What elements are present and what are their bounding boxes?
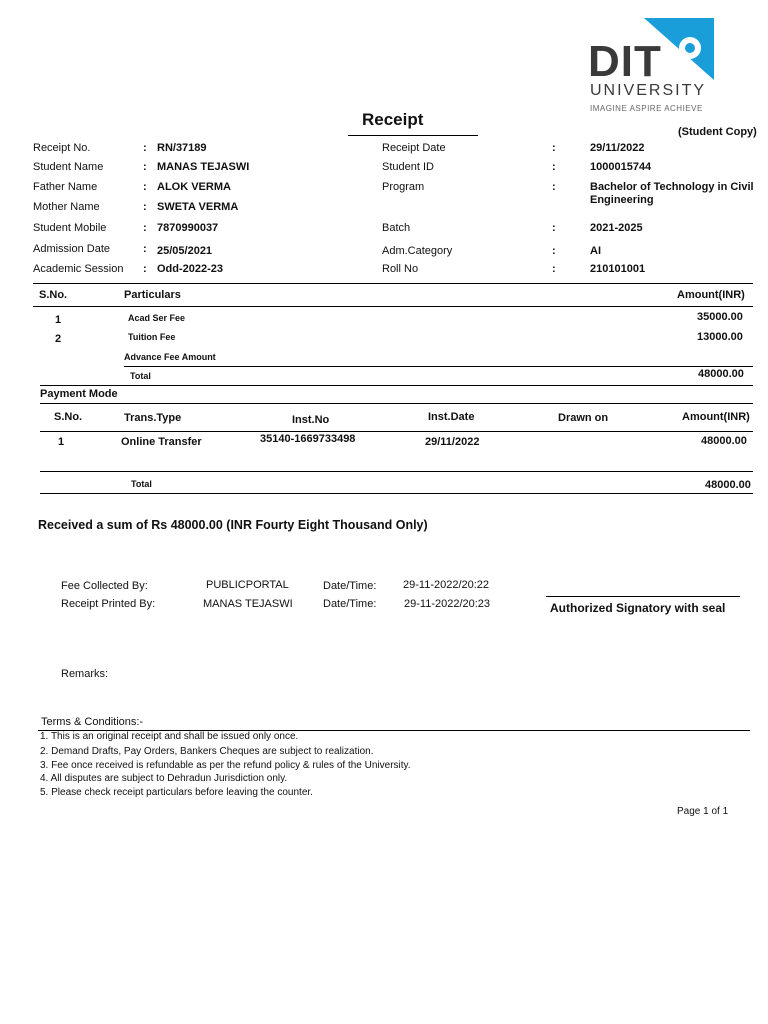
colon: : <box>143 142 147 154</box>
fee-total-label: Total <box>130 371 151 381</box>
printed-datetime-value: 29-11-2022/20:23 <box>404 598 491 610</box>
admission-date-label: Admission Date <box>33 243 111 255</box>
university-logo <box>588 18 718 118</box>
payment-row-amount: 48000.00 <box>701 435 747 447</box>
mother-name-label: Mother Name <box>33 201 100 213</box>
receipt-printed-value: MANAS TEJASWI <box>203 598 293 610</box>
mother-name-value: SWETA VERMA <box>157 201 239 213</box>
payment-total-bottom-rule <box>40 493 753 494</box>
receipt-no-value: RN/37189 <box>157 142 207 154</box>
roll-no-value: 210101001 <box>590 263 646 275</box>
fee-row-particular: Tuition Fee <box>128 332 176 342</box>
adm-category-label: Adm.Category <box>382 245 453 257</box>
payment-header-inst-no: Inst.No <box>292 414 330 426</box>
admission-date-value: 25/05/2021 <box>157 245 213 257</box>
page-number: Page 1 of 1 <box>677 806 729 817</box>
payment-row-sno: 1 <box>58 436 65 448</box>
payment-header-rule <box>40 431 753 432</box>
fee-header-rule <box>33 306 753 307</box>
payment-mode-title: Payment Mode <box>40 388 118 400</box>
fee-collected-value: PUBLICPORTAL <box>206 579 289 591</box>
colon: : <box>552 222 556 234</box>
receipt-printed-label: Receipt Printed By: <box>61 598 156 610</box>
student-name-label: Student Name <box>33 161 104 173</box>
student-mobile-value: 7870990037 <box>157 222 219 234</box>
collected-datetime-value: 29-11-2022/20:22 <box>403 579 490 591</box>
printed-datetime-label: Date/Time: <box>323 598 377 610</box>
remarks-label: Remarks: <box>61 668 109 680</box>
academic-session-value: Odd-2022-23 <box>157 263 224 275</box>
fee-table-bottom-rule <box>40 385 753 386</box>
fee-header-particulars: Particulars <box>124 289 181 301</box>
payment-total-value: 48000.00 <box>705 479 751 491</box>
payment-header-amount: Amount(INR) <box>682 411 750 423</box>
colon: : <box>552 263 556 275</box>
terms-item: 4. All disputes are subject to Dehradun Jurisdiction only. <box>40 773 288 784</box>
student-id-label: Student ID <box>382 161 434 173</box>
payment-total-label: Total <box>131 479 152 489</box>
colon: : <box>552 142 556 154</box>
receipt-date-value: 29/11/2022 <box>590 142 645 154</box>
batch-value: 2021-2025 <box>590 222 643 234</box>
fee-row-amount: 35000.00 <box>697 311 743 323</box>
logo-name: DIT <box>588 37 662 86</box>
payment-row-type: Online Transfer <box>121 436 202 448</box>
program-value: Bachelor of Technology in Civil <box>590 181 754 193</box>
terms-item: 5. Please check receipt particulars before leaving the counter. <box>40 787 313 798</box>
academic-session-label: Academic Session <box>33 263 124 275</box>
authorized-signatory: Authorized Signatory with seal <box>550 601 726 615</box>
terms-item: 1. This is an original receipt and shall be issued only once. <box>40 731 299 742</box>
copy-label: (Student Copy) <box>678 126 757 138</box>
fee-total-rule <box>124 366 753 367</box>
payment-header-type: Trans.Type <box>124 412 182 424</box>
fee-collected-label: Fee Collected By: <box>61 580 148 592</box>
collected-datetime-label: Date/Time: <box>323 580 377 592</box>
father-name-value: ALOK VERMA <box>157 181 231 193</box>
received-amount-text: Received a sum of Rs 48000.00 (INR Fourty Eight Thousand Only) <box>38 518 428 532</box>
fee-row-particular: Advance Fee Amount <box>124 352 216 362</box>
colon: : <box>143 263 147 275</box>
colon: : <box>552 245 556 257</box>
colon: : <box>143 181 147 193</box>
adm-category-value: AI <box>590 245 601 257</box>
payment-header-drawn-on: Drawn on <box>558 412 609 424</box>
page-title: Receipt <box>362 110 424 129</box>
roll-no-label: Roll No <box>382 263 419 275</box>
colon: : <box>143 243 147 255</box>
fee-row-particular: Acad Ser Fee <box>128 313 186 323</box>
logo-sub: UNIVERSITY <box>590 82 707 99</box>
program-label: Program <box>382 181 425 193</box>
fee-header-sno: S.No. <box>39 289 68 301</box>
terms-title: Terms & Conditions:- <box>41 716 144 728</box>
fee-total-value: 48000.00 <box>698 368 744 380</box>
receipt-date-label: Receipt Date <box>382 142 446 154</box>
fee-row-sno: 2 <box>55 333 62 345</box>
student-mobile-label: Student Mobile <box>33 222 107 234</box>
terms-item: 2. Demand Drafts, Pay Orders, Bankers Cheques are subject to realization. <box>40 746 374 757</box>
father-name-label: Father Name <box>33 181 98 193</box>
fee-header-amount: Amount(INR) <box>677 289 745 301</box>
colon: : <box>143 222 147 234</box>
payment-title-rule <box>40 403 753 404</box>
batch-label: Batch <box>382 222 411 234</box>
colon: : <box>143 201 147 213</box>
student-name-value: MANAS TEJASWI <box>157 161 250 173</box>
title-underline <box>348 135 478 136</box>
colon: : <box>552 161 556 173</box>
signature-line <box>546 596 740 597</box>
colon: : <box>143 161 147 173</box>
student-id-value: 1000015744 <box>590 161 652 173</box>
fee-row-sno: 1 <box>55 314 62 326</box>
payment-total-top-rule <box>40 471 753 472</box>
payment-row-inst-date: 29/11/2022 <box>425 436 480 448</box>
fee-row-amount: 13000.00 <box>697 331 743 343</box>
payment-header-sno: S.No. <box>54 411 83 423</box>
program-value-line2: Engineering <box>590 194 654 206</box>
payment-row-inst-no: 35140-1669733498 <box>260 433 356 445</box>
colon: : <box>552 181 556 193</box>
logo-tagline: IMAGINE ASPIRE ACHIEVE <box>590 104 703 113</box>
receipt-no-label: Receipt No. <box>33 142 91 154</box>
terms-item: 3. Fee once received is refundable as per the refund policy & rules of the University. <box>40 760 411 771</box>
payment-header-inst-date: Inst.Date <box>428 411 475 423</box>
fee-table-top-rule <box>33 283 753 284</box>
